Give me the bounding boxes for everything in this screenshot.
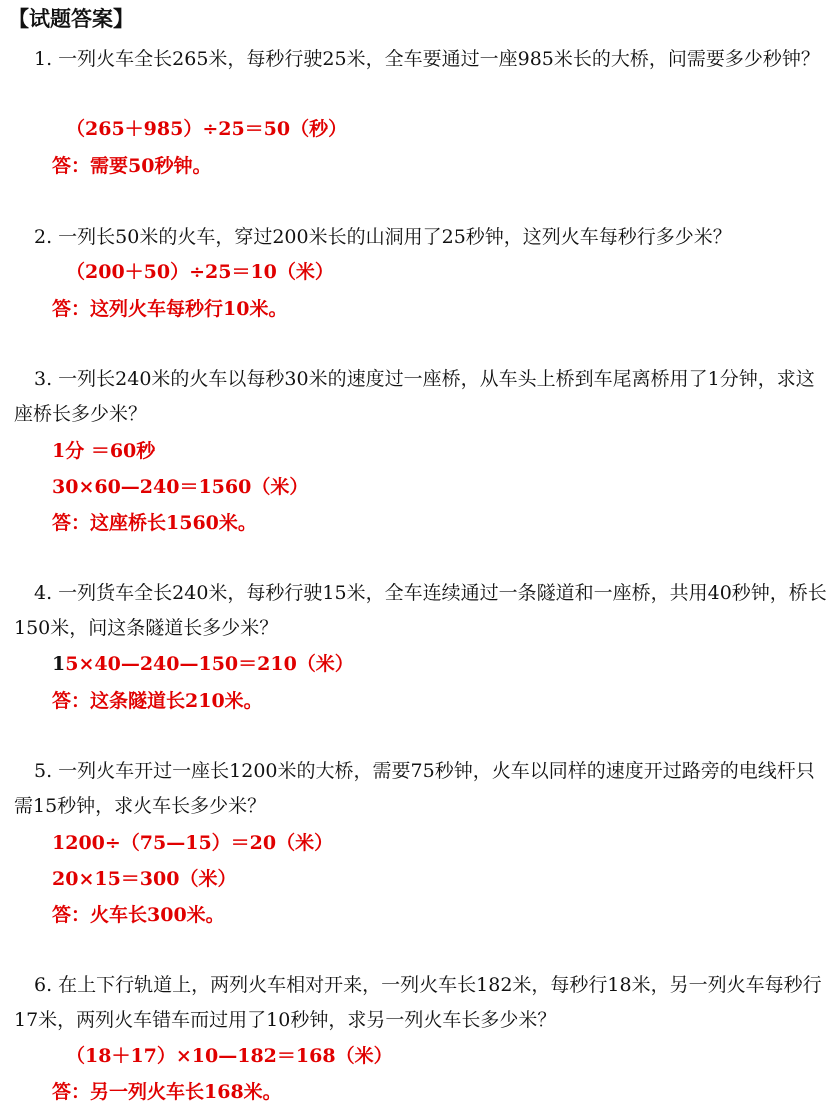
question-3: 3. 一列长240米的火车以每秒30米的速度过一座桥，从车头上桥到车尾离桥用了1分钟，求这座桥长多少米？	[14, 368, 815, 425]
solution-step: （18＋17）×10—182＝168（米）	[66, 1045, 393, 1067]
step-prefix: 1	[52, 653, 66, 675]
solution-step: 30×60—240＝1560（米）	[52, 476, 309, 498]
step-text: 5×40—240—150＝210（米）	[65, 653, 354, 675]
question-6: 6. 在上下行轨道上，两列火车相对开来，一列火车长182米，每秒行18米，另一列火车每秒行17米，两列火车错车而过用了10秒钟，求另一列火车长多少米？	[14, 974, 822, 1031]
answer-line: 答：另一列火车长168米。	[52, 1081, 282, 1103]
solution-step: （200＋50）÷25＝10（米）	[66, 261, 334, 283]
solution-step: 1200÷（75—15）＝20（米）	[52, 832, 334, 854]
question-4: 4. 一列货车全长240米，每秒行驶15米，全车连续通过一条隧道和一座桥，共用40秒钟，桥长150米，问这条隧道长多少米？	[14, 582, 827, 639]
question-1: 1. 一列火车全长265米，每秒行驶25米，全车要通过一座985米长的大桥，问需要多少秒钟？	[34, 48, 820, 70]
question-5: 5. 一列火车开过一座长1200米的大桥，需要75秒钟，火车以同样的速度开过路旁的电线杆只需15秒钟，求火车长多少米？	[14, 760, 815, 817]
solution-step: （265＋985）÷25＝50（秒）	[66, 118, 348, 140]
answer-line: 答：这条隧道长210米。	[52, 690, 263, 712]
answer-line: 答：火车长300米。	[52, 904, 225, 926]
question-2: 2. 一列长50米的火车，穿过200米长的山洞用了25秒钟，这列火车每秒行多少米？	[34, 226, 732, 248]
solution-step: 1分 ＝60秒	[52, 440, 156, 462]
section-title: 【试题答案】	[8, 7, 134, 31]
answer-line: 答：这列火车每秒行10米。	[52, 298, 288, 320]
answer-line: 答：这座桥长1560米。	[52, 512, 257, 534]
solution-step: 20×15＝300（米）	[52, 868, 237, 890]
solution-step	[52, 649, 354, 679]
answer-line: 答：需要50秒钟。	[52, 155, 212, 177]
